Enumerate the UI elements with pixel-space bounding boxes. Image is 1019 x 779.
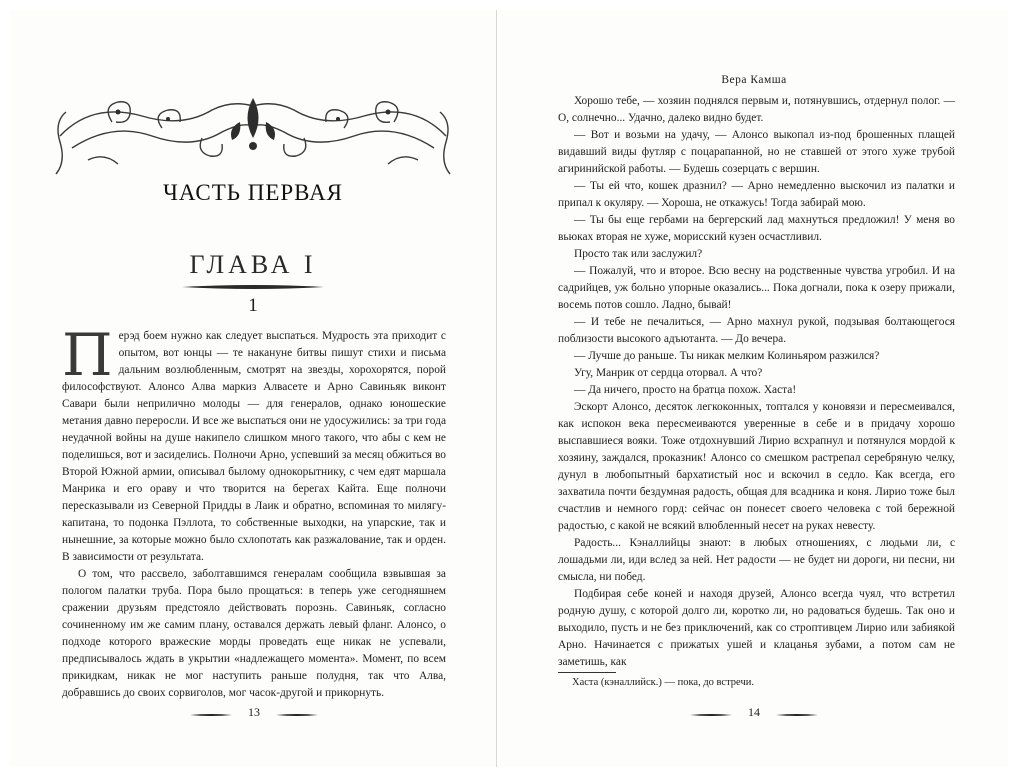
paragraph: — Лучше до раньше. Ты никак мелким Колиньяром разжился?: [574, 350, 880, 362]
paragraph: Эскорт Алонсо, десяток легкоконных, топтался у коновязи и пересмеивался, как испокон века пересмеиваются уверенные в себе и в придачу хорошо выспавшиеся вояки. Тоже отдохнувший Лирио всхрапнул и потянулся мордой к хозяину, заждался, проказник! Алонсо со смешком растрепал серебряную челку, дунул в любопытный бархатистый нос и вскочил в седло. Как всегда, его захватила почти бездумная радость, общая для всадника и коня. Лирио тоже был счастлив и немного горд: сейчас он понесет своего человека с той бережной радостью, с какой не всякий влюбленный несет на руках невесту.: [558, 401, 955, 532]
chapter-divider: [182, 283, 324, 291]
page-number-block: [190, 704, 318, 724]
decorative-ornament-header: [52, 92, 454, 176]
page-number-block: [690, 704, 818, 724]
paragraph: О том, что рассвело, заболтавшимся генералам сообщила взвывшая за пологом палатки труба. Пора было прощаться: в теперь уже сегодняшнем сражении друзьям предстояло действовать порознь. Савиньяк, согласно сочиненному им же самим плану, оставался держать левый фланг. Алонсо, о подходе которого вражеские морды проведать еще никак не успевали, предписывалось ждать в укрытии «надлежащего момента». Момент, по всем прикидкам, никак не мог наступить раньше полудня, так что Алва, добравшись до своих сорвиголов, мог часок-другой и прикорнуть.: [62, 568, 446, 699]
paragraph: Просто так или заслужил?: [574, 248, 703, 260]
paragraph: Подбирая себе коней и находя друзей, Алонсо всегда чуял, что встретил родную душу, с которой долго ли, коротко ли, но радоваться будешь. Так оно и выходило, пусть и не без приключений, как со строптивцем Лирио или забиякой Арно. Начинается с прижатых ушей и клацанья зубами, а потом сам не заметишь, как: [558, 588, 955, 668]
paragraph: Радость... Кэналлийцы знают: в любых отношениях, с людьми ли, с лошадьми ли, иди вслед за ней. Нет радости — не будет ни дороги, ни песни, ни смысла, ни побед.: [558, 537, 955, 583]
page-number: 13: [248, 705, 260, 719]
running-head: Вера Камша: [721, 74, 787, 86]
paragraph: — Да ничего, просто на братца похож. Хаста!: [574, 384, 797, 396]
right-page-text: [558, 93, 955, 671]
paragraph: Угу, Манрик от сердца оторвал. А что?: [574, 367, 763, 379]
part-title: ЧАСТЬ ПЕРВАЯ: [162, 180, 344, 205]
paragraph: [62, 321, 446, 566]
paragraph: Хорошо тебе, — хозяин поднялся первым и, потянувшись, отдернул полог. — О, солнечно... Удачно, далеко видно будет.: [558, 95, 955, 124]
page-number-ornament-left: [690, 713, 732, 717]
section-number: 1: [248, 295, 258, 316]
page-number-ornament-left: [190, 713, 232, 717]
footnote-rule: [558, 672, 616, 673]
footnote: Хаста (кэналлийск.) — пока, до встречи.: [572, 677, 754, 688]
page-number-ornament-right: [276, 713, 318, 717]
paragraph: — Пожалуй, что и второе. Всю весну на родственные чувства угробил. И на садрийцев, уж больно упорные оказались... Пока догнали, пока к озеру прижали, восемь потов сошло. Ладно, бывай!: [558, 265, 955, 311]
page-number: 14: [748, 705, 760, 719]
right-page: [500, 10, 1008, 767]
paragraph: — Ты бы еще гербами на бергерский лад махнуться предложил! У меня во вьюках вторая не хуже, морисский кузен осчастливил.: [558, 214, 955, 243]
paragraph-text: ерэд боем нужно как следует выспаться. Мудрость эта приходит с опытом, вот юнцы — те накануне битвы пишут стихи и письма дальним возлюбленным, смотрят на звезды, хорохорятся, порой философствуют. Алонсо Алва маркиз Алвасете и Арно Савиньяк виконт Савари были неприлично молоды — для генералов, однако юношеские метания давно переросли. И все же выспаться они не удосужились: за три года неудачной войны на душе накипело слишком много такого, что абы с кем не поделишься, вот и засиделись. Полночи Арно, успевший за месяц обжиться во Второй Южной армии, описывал былому однокорытнику, с чем едят маршала Манрика и его ораву и что творится на берегах Кайта. Еще полночи пересказывали из Северной Придды в Лаик и обратно, вспоминая то милягу-капитана, то подонка Пэллота, то собственные выходки, на упарские, так и нынешние, за которые можно было схлопотать как разжалование, так и орден. В зависимости от результата.: [62, 330, 446, 563]
left-page-text: [62, 321, 446, 702]
chapter-title: ГЛАВА I: [189, 250, 317, 279]
paragraph: — И тебе не печалиться, — Арно махнул рукой, подзывая болтающегося поблизости высокого адъютанта. — До вечера.: [558, 316, 955, 345]
drop-cap: П: [62, 321, 113, 389]
paragraph: — Вот и возьми на удачу, — Алонсо выкопал из-под брошенных плащей видавший виды футляр с поцарапанной, но не ставшей от этого хуже трубой агиринийской работы. — Будешь созерцать с вершин.: [558, 129, 955, 175]
left-page: [10, 10, 497, 767]
paragraph: — Ты ей что, кошек дразнил? — Арно немедленно выскочил из палатки и припал к окуляру. — Хороша, не откажусь! Тогда забирай мою.: [558, 180, 955, 209]
page-number-ornament-right: [776, 713, 818, 717]
